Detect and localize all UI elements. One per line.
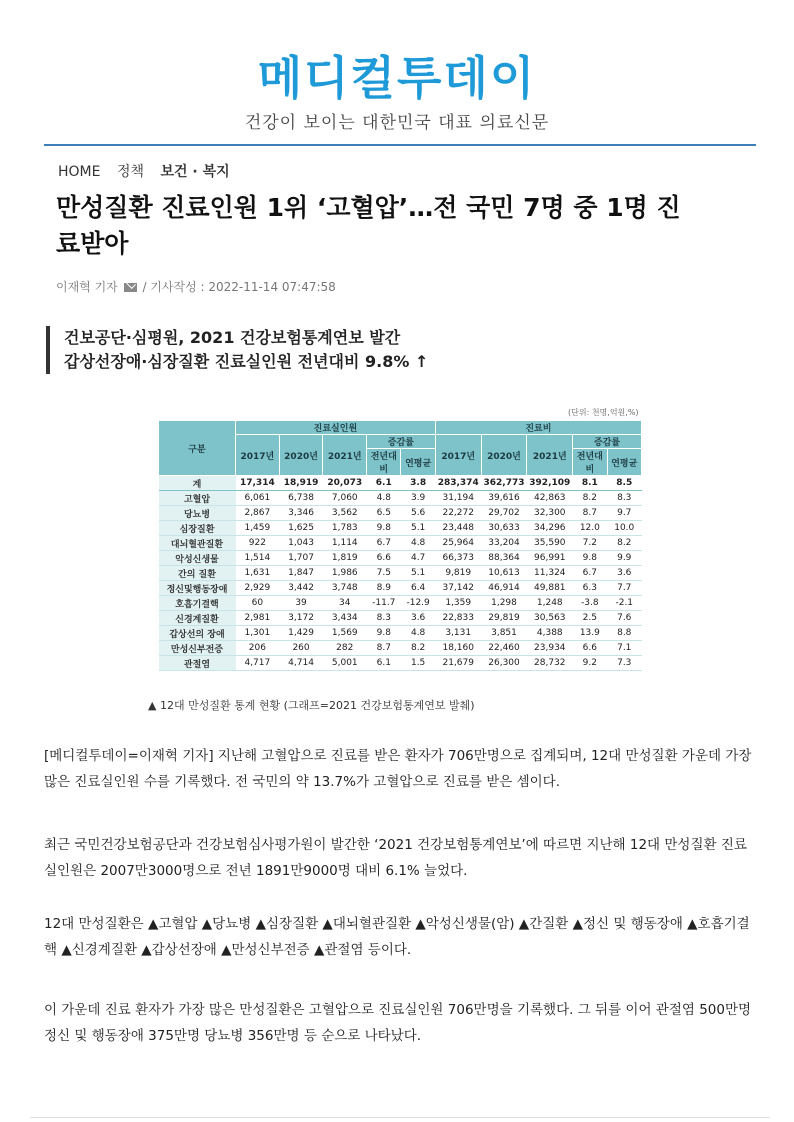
row-category: 관절염	[159, 656, 236, 671]
table-cell: 32,300	[527, 506, 573, 521]
row-category: 호흡기결핵	[159, 596, 236, 611]
table-cell: 12.0	[573, 521, 607, 536]
table-cell: 4.7	[401, 551, 435, 566]
breadcrumb-health-welfare[interactable]: 보건 · 복지	[160, 164, 230, 180]
table-row	[159, 551, 642, 566]
article-paragraph: 이 가운데 진료 환자가 가장 많은 만성질환은 고혈압으로 진료실인원 706만명을 기록했다. 그 뒤를 이어 관절염 500만명 정신 및 행동장애 375만명 당뇨병 356만명 등 순으로 나타났다.	[44, 1002, 752, 1044]
table-body	[159, 476, 642, 671]
row-category: 대뇌혈관질환	[159, 536, 236, 551]
table-cell: 4,717	[236, 656, 280, 671]
table-cell: 46,914	[481, 581, 527, 596]
table-cell: 13.9	[573, 626, 607, 641]
breadcrumb	[58, 161, 242, 181]
table-cell: 1,043	[279, 536, 323, 551]
article-paragraph: 최근 국민건강보험공단과 건강보험심사평가원이 발간한 ‘2021 건강보험통계연보’에 따르면 지난해 12대 만성질환 진료실인원은 2007만3000명으로 전년 1891만9000명 대비 6.1% 늘었다.	[44, 837, 747, 879]
table-cell: 33,204	[481, 536, 527, 551]
table-cell: 8.9	[367, 581, 401, 596]
table-cell: 6.5	[367, 506, 401, 521]
table-cell: 9.7	[607, 506, 641, 521]
breadcrumb-policy[interactable]: 정책	[116, 164, 144, 180]
table-cell: -2.1	[607, 596, 641, 611]
table-cell: 22,833	[435, 611, 481, 626]
table-cell: 25,964	[435, 536, 481, 551]
row-category: 갑상선의 장애	[159, 626, 236, 641]
table-cell: 10,613	[481, 566, 527, 581]
table-cell: 8.5	[607, 476, 641, 491]
row-category: 악성신생물	[159, 551, 236, 566]
row-category: 정신및행동장애	[159, 581, 236, 596]
table-cell: 9,819	[435, 566, 481, 581]
table-cell: 7.2	[573, 536, 607, 551]
header-year: 2017년	[435, 435, 481, 476]
table-cell: 6.7	[367, 536, 401, 551]
table-cell: 3,131	[435, 626, 481, 641]
table-cell: 4.8	[401, 626, 435, 641]
table-cell: 6.1	[367, 656, 401, 671]
table-cell: 1,986	[323, 566, 367, 581]
table-cell: 10.0	[607, 521, 641, 536]
table-cell: 39	[279, 596, 323, 611]
table-cell: 1,248	[527, 596, 573, 611]
table-cell: 5,001	[323, 656, 367, 671]
table-cell: 3,434	[323, 611, 367, 626]
article-subhead	[46, 326, 624, 374]
table-cell: 34,296	[527, 521, 573, 536]
row-category: 간의 질환	[159, 566, 236, 581]
table-cell: 96,991	[527, 551, 573, 566]
table-row	[159, 641, 642, 656]
table-cell: 39,616	[481, 491, 527, 506]
table-cell: 922	[236, 536, 280, 551]
table-cell: 9.9	[607, 551, 641, 566]
header-change: 증감률	[367, 435, 436, 449]
table-cell: 6,738	[279, 491, 323, 506]
table-cell: 8.3	[367, 611, 401, 626]
table-cell: -11.7	[367, 596, 401, 611]
table-cell: 37,142	[435, 581, 481, 596]
header-patients: 진료실인원	[236, 421, 436, 435]
table-cell: 8.3	[607, 491, 641, 506]
table-cell: 1,298	[481, 596, 527, 611]
table-cell: 2,929	[236, 581, 280, 596]
table-cell: 21,679	[435, 656, 481, 671]
table-cell: 5.6	[401, 506, 435, 521]
table-cell: 28,732	[527, 656, 573, 671]
article-paragraph: 12대 만성질환은 ▲고혈압 ▲당뇨병 ▲심장질환 ▲대뇌혈관질환 ▲악성신생물(암) ▲간질환 ▲정신 및 행동장애 ▲호흡기결핵 ▲신경계질환 ▲갑상선장애 ▲만성신부전증 ▲관절염 등이다.	[44, 916, 750, 958]
table-cell: 283,374	[435, 476, 481, 491]
table-row	[159, 611, 642, 626]
table-cell: 8.8	[607, 626, 641, 641]
header-cost: 진료비	[435, 421, 641, 435]
table-cell: 23,448	[435, 521, 481, 536]
table-cell: 6,061	[236, 491, 280, 506]
table-cell: 1,114	[323, 536, 367, 551]
table-cell: 2,867	[236, 506, 280, 521]
table-cell: 7.1	[607, 641, 641, 656]
table-cell: -3.8	[573, 596, 607, 611]
subhead-line-2: 갑상선장애·심장질환 진료실인원 전년대비 9.8% ↑	[64, 352, 429, 371]
table-row	[159, 626, 642, 641]
table-cell: 6.3	[573, 581, 607, 596]
table-cell: 1,631	[236, 566, 280, 581]
row-category: 고혈압	[159, 491, 236, 506]
table-cell: 3.9	[401, 491, 435, 506]
table-cell: 1,819	[323, 551, 367, 566]
table-cell: 22,460	[481, 641, 527, 656]
header-year: 2021년	[527, 435, 573, 476]
table-cell: 260	[279, 641, 323, 656]
table-cell: 4.8	[401, 536, 435, 551]
mail-icon[interactable]	[124, 283, 137, 292]
table-cell: 8.1	[573, 476, 607, 491]
article-byline	[56, 278, 336, 295]
table-cell: 31,194	[435, 491, 481, 506]
header-year: 2020년	[481, 435, 527, 476]
table-cell: 30,563	[527, 611, 573, 626]
table-cell: 1,359	[435, 596, 481, 611]
table-cell: 49,881	[527, 581, 573, 596]
table-row	[159, 581, 642, 596]
header-yoy: 전년대비	[573, 449, 607, 476]
table-cell: -12.9	[401, 596, 435, 611]
row-category: 계	[159, 476, 236, 491]
table-cell: 6.4	[401, 581, 435, 596]
table-cell: 35,590	[527, 536, 573, 551]
chronic-disease-stats-table	[158, 420, 642, 671]
header-change: 증감률	[573, 435, 642, 449]
table-cell: 362,773	[481, 476, 527, 491]
table-row	[159, 536, 642, 551]
table-cell: 34	[323, 596, 367, 611]
row-category: 당뇨병	[159, 506, 236, 521]
table-cell: 282	[323, 641, 367, 656]
table-cell: 206	[236, 641, 280, 656]
table-cell: 9.8	[573, 551, 607, 566]
table-row	[159, 521, 642, 536]
table-row	[159, 566, 642, 581]
table-cell: 18,160	[435, 641, 481, 656]
table-cell: 42,863	[527, 491, 573, 506]
page-bottom-divider	[30, 1117, 770, 1118]
table-cell: 4.8	[367, 491, 401, 506]
table-cell: 9.8	[367, 626, 401, 641]
header-annual-avg: 연평균	[401, 449, 435, 476]
breadcrumb-home[interactable]: HOME	[58, 164, 101, 180]
header-year: 2020년	[279, 435, 323, 476]
table-cell: 30,633	[481, 521, 527, 536]
table-cell: 18,919	[279, 476, 323, 491]
table-cell: 2.5	[573, 611, 607, 626]
table-unit-note: (단위: 천명,억원,%)	[568, 408, 639, 417]
table-cell: 8.2	[401, 641, 435, 656]
table-row	[159, 476, 642, 491]
table-cell: 22,272	[435, 506, 481, 521]
table-cell: 3,748	[323, 581, 367, 596]
table-cell: 3,346	[279, 506, 323, 521]
table-row	[159, 491, 642, 506]
table-cell: 392,109	[527, 476, 573, 491]
table-cell: 6.6	[367, 551, 401, 566]
table-cell: 1,569	[323, 626, 367, 641]
table-cell: 29,702	[481, 506, 527, 521]
subhead-line-1: 건보공단·심평원, 2021 건강보험통계연보 발간	[64, 328, 401, 347]
article-headline: 만성질환 진료인원 1위 ‘고혈압’…전 국민 7명 중 1명 진료받아	[56, 193, 681, 258]
table-cell: 60	[236, 596, 280, 611]
table-cell: 5.1	[401, 521, 435, 536]
table-cell: 7.6	[607, 611, 641, 626]
table-row	[159, 596, 642, 611]
table-cell: 2,981	[236, 611, 280, 626]
reporter-name[interactable]: 이재혁 기자	[56, 280, 118, 294]
table-cell: 8.2	[573, 491, 607, 506]
table-cell: 7.3	[607, 656, 641, 671]
table-cell: 4,388	[527, 626, 573, 641]
table-cell: 7.5	[367, 566, 401, 581]
table-cell: 3.6	[607, 566, 641, 581]
table-cell: 1,847	[279, 566, 323, 581]
table-cell: 4,714	[279, 656, 323, 671]
table-cell: 26,300	[481, 656, 527, 671]
table-cell: 3.8	[401, 476, 435, 491]
table-cell: 29,819	[481, 611, 527, 626]
table-row	[159, 506, 642, 521]
site-tagline: 건강이 보이는 대한민국 대표 의료신문	[244, 113, 550, 133]
table-cell: 1,301	[236, 626, 280, 641]
table-cell: 9.8	[367, 521, 401, 536]
row-category: 신경계질환	[159, 611, 236, 626]
table-cell: 8.7	[367, 641, 401, 656]
table-cell: 23,934	[527, 641, 573, 656]
table-cell: 66,373	[435, 551, 481, 566]
table-cell: 6.1	[367, 476, 401, 491]
table-cell: 1,625	[279, 521, 323, 536]
table-cell: 3,562	[323, 506, 367, 521]
table-cell: 6.7	[573, 566, 607, 581]
table-cell: 11,324	[527, 566, 573, 581]
table-cell: 1,514	[236, 551, 280, 566]
header-year: 2017년	[236, 435, 280, 476]
table-caption: ▲ 12대 만성질환 통계 현황 (그래프=2021 건강보험통계연보 발췌)	[148, 699, 475, 712]
masthead	[0, 50, 794, 133]
table-cell: 1,459	[236, 521, 280, 536]
table-row	[159, 656, 642, 671]
table-cell: 7.7	[607, 581, 641, 596]
table-cell: 1,783	[323, 521, 367, 536]
table-cell: 3,442	[279, 581, 323, 596]
row-category: 심장질환	[159, 521, 236, 536]
table-cell: 7,060	[323, 491, 367, 506]
site-logo[interactable]: 메디컬투데이	[257, 51, 537, 105]
table-cell: 5.1	[401, 566, 435, 581]
masthead-divider	[44, 144, 756, 146]
header-yoy: 전년대비	[367, 449, 401, 476]
table-cell: 9.2	[573, 656, 607, 671]
table-cell: 1,429	[279, 626, 323, 641]
table-cell: 3,172	[279, 611, 323, 626]
table-cell: 3,851	[481, 626, 527, 641]
article-date: / 기사작성 : 2022-11-14 07:47:58	[142, 280, 336, 294]
table-cell: 17,314	[236, 476, 280, 491]
table-cell: 8.2	[607, 536, 641, 551]
table-cell: 1.5	[401, 656, 435, 671]
header-year: 2021년	[323, 435, 367, 476]
table-cell: 8.7	[573, 506, 607, 521]
header-category: 구분	[159, 421, 236, 476]
article-paragraph: [메디컬투데이=이재혁 기자] 지난해 고혈압으로 진료를 받은 환자가 706만명으로 집계되며, 12대 만성질환 가운데 가장 많은 진료실인원 수를 기록했다. 전 국민의 약 13.7%가 고혈압으로 진료를 받은 셈이다.	[44, 748, 752, 790]
table-cell: 3.6	[401, 611, 435, 626]
header-annual-avg: 연평균	[607, 449, 641, 476]
table-cell: 6.6	[573, 641, 607, 656]
table-cell: 1,707	[279, 551, 323, 566]
row-category: 만성신부전증	[159, 641, 236, 656]
table-cell: 88,364	[481, 551, 527, 566]
table-cell: 20,073	[323, 476, 367, 491]
